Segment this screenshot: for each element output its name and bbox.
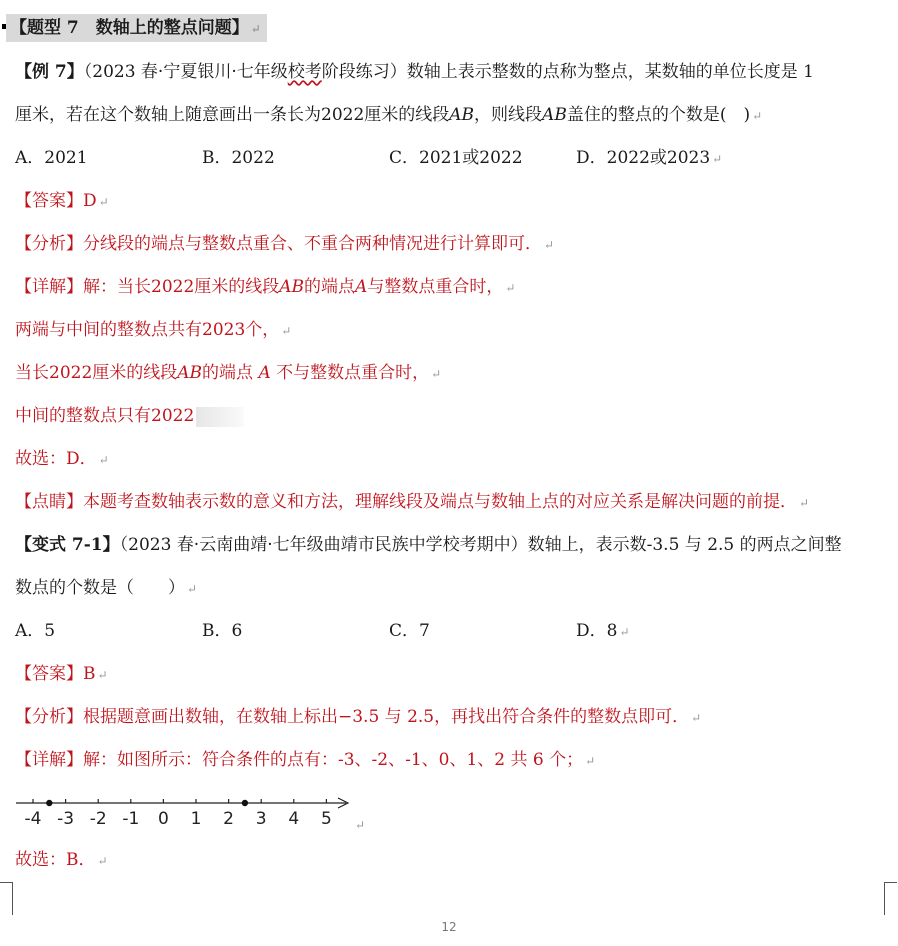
question-text-part: ，则线段 xyxy=(474,105,543,125)
analysis-text: 分线段的端点与整数点重合、不重合两种情况进行计算即可． xyxy=(83,234,542,254)
section-title: 【题型 7 数轴上的整点问题】 ↵ xyxy=(6,14,267,42)
example-source: （2023 春·宁夏银川·七年级 xyxy=(83,62,288,82)
answer-label: 【答案】 xyxy=(15,664,83,684)
example-source-underlined: 校考 xyxy=(287,62,322,82)
variant-7-1-line-2: 数点的个数是（ ） ↵ xyxy=(15,578,198,598)
analysis-label: 【分析】 xyxy=(15,707,83,727)
number-line-label: 5 xyxy=(320,809,332,829)
variant-7-1-conclusion: 故选：B． ↵ xyxy=(15,850,108,870)
number-line-label: 0 xyxy=(157,809,169,829)
segment-ab: AB xyxy=(279,277,305,297)
example-7-options: A．2021 B．2022 C．2021或2022 D．2022或2023 ↵ xyxy=(15,148,723,168)
section-title-text: 【题型 7 数轴上的整点问题】 xyxy=(10,18,249,38)
detail-text: 中间的整数点只有2022 xyxy=(15,406,195,426)
conclusion-text: 故选：D． xyxy=(15,449,97,469)
number-line-label: 2 xyxy=(223,809,235,829)
segment-ab: AB xyxy=(177,363,203,383)
analysis-text: 根据题意画出数轴，在数轴上标出−3.5 与 2.5，再找出符合条件的整数点即可． xyxy=(83,707,690,727)
number-line-point xyxy=(46,800,52,806)
option-d: D．8 xyxy=(576,621,618,641)
conclusion-text: 故选：B． xyxy=(15,850,96,870)
option-a: A．2021 xyxy=(15,148,88,168)
number-line-label: -4 xyxy=(24,809,42,829)
faded-region xyxy=(196,407,244,427)
number-line-label: -1 xyxy=(122,809,140,829)
detail-text: 两端与中间的整数点共有2023个， xyxy=(15,320,280,340)
example-question-text: 数轴上表示整数的点称为整点，某数轴的单位长度是 1 xyxy=(406,62,814,82)
variant-question-text: （2023 春·云南曲靖·七年级曲靖市民族中学校考期中）数轴上，表示数-3.5 与 2.5 的两点之间整 xyxy=(119,535,842,555)
detail-label: 【详解】 xyxy=(15,750,83,770)
answer-value: D xyxy=(83,191,97,211)
example-7-line-1 xyxy=(15,60,814,84)
number-line-label: 3 xyxy=(255,809,267,829)
page-corner-right xyxy=(884,882,897,915)
detail-text: 解：当长2022厘米的线段 xyxy=(83,277,280,297)
example-7-answer: 【答案】D ↵ xyxy=(15,191,109,211)
segment-ab: AB xyxy=(542,105,567,125)
example-7-detail-2: 两端与中间的整数点共有2023个， ↵ xyxy=(15,320,292,340)
variant-7-1-detail: 【详解】解：如图所示：符合条件的点有：-3、-2、-1、0、1、2 共 6 个； ↵ xyxy=(15,750,596,770)
detail-text: 解：如图所示：符合条件的点有：-3、-2、-1、0、1、2 共 6 个； xyxy=(83,750,584,770)
variant-7-1-analysis: 【分析】根据题意画出数轴，在数轴上标出−3.5 与 2.5，再找出符合条件的整数点即可． ↵ xyxy=(15,707,702,727)
number-line-figure xyxy=(12,790,362,834)
answer-label: 【答案】 xyxy=(15,191,83,211)
variant-7-1-line-1 xyxy=(15,533,842,557)
option-a: A．5 xyxy=(15,621,56,641)
number-line-label: -2 xyxy=(89,809,107,829)
detail-text: 与整数点重合时， xyxy=(367,277,504,297)
option-b: B．6 xyxy=(202,621,243,641)
analysis-label: 【分析】 xyxy=(15,234,83,254)
number-line-label: 1 xyxy=(190,809,202,829)
variant-tag: 【变式 7-1】 xyxy=(15,535,120,555)
option-d: D．2022或2023 xyxy=(576,148,711,168)
detail-label: 【详解】 xyxy=(15,277,83,297)
variant-7-1-answer: 【答案】B ↵ xyxy=(15,664,108,684)
example-7-detail-4 xyxy=(15,404,244,428)
example-7-line-2: 厘米，若在这个数轴上随意画出一条长为2022厘米的线段AB，则线段AB盖住的整点的个数是( ) ↵ xyxy=(15,105,763,125)
point-a: A xyxy=(258,363,271,383)
segment-ab: AB xyxy=(449,105,475,125)
variant-question-text: 数点的个数是（ ） xyxy=(15,578,185,598)
option-b: B．2022 xyxy=(202,148,275,168)
variant-7-1-options: A．5 B．6 C．7 D．8 ↵ xyxy=(15,621,630,641)
option-c: C．2021或2022 xyxy=(389,148,523,168)
page-corner-left xyxy=(0,882,13,915)
example-source-end: 阶段练习） xyxy=(321,62,407,82)
comment-text: 本题考查数轴表示数的意义和方法，理解线段及端点与数轴上点的对应关系是解决问题的前提． xyxy=(83,492,797,512)
example-7-conclusion: 故选：D． ↵ xyxy=(15,449,109,469)
number-line-label: -3 xyxy=(57,809,75,829)
number-line-label: 4 xyxy=(288,809,300,829)
answer-value: B xyxy=(83,664,96,684)
example-7-detail-1: 【详解】解：当长2022厘米的线段AB的端点A与整数点重合时， ↵ xyxy=(15,277,516,297)
question-text-part: 厘米，若在这个数轴上随意画出一条长为2022厘米的线段 xyxy=(15,105,450,125)
detail-text: 当长2022厘米的线段 xyxy=(15,363,178,383)
question-text-part: 盖住的整点的个数是( ) xyxy=(566,105,751,125)
detail-text: 的端点 xyxy=(202,363,254,383)
point-a: A xyxy=(355,277,368,297)
example-tag: 【例 7】 xyxy=(15,62,84,82)
example-7-detail-3: 当长2022厘米的线段AB的端点 A 不与整数点重合时， ↵ xyxy=(15,363,442,383)
detail-text: 不与整数点重合时， xyxy=(276,363,430,383)
page-number: 12 xyxy=(441,920,457,934)
option-c: C．7 xyxy=(389,621,430,641)
number-line-point xyxy=(242,800,248,806)
example-7-comment: 【点睛】本题考查数轴表示数的意义和方法，理解线段及端点与数轴上点的对应关系是解决问题的前提． ↵ xyxy=(15,492,810,512)
detail-text: 的端点 xyxy=(304,277,356,297)
example-7-analysis: 【分析】分线段的端点与整数点重合、不重合两种情况进行计算即可． ↵ xyxy=(15,234,555,254)
comment-label: 【点睛】 xyxy=(15,492,83,512)
